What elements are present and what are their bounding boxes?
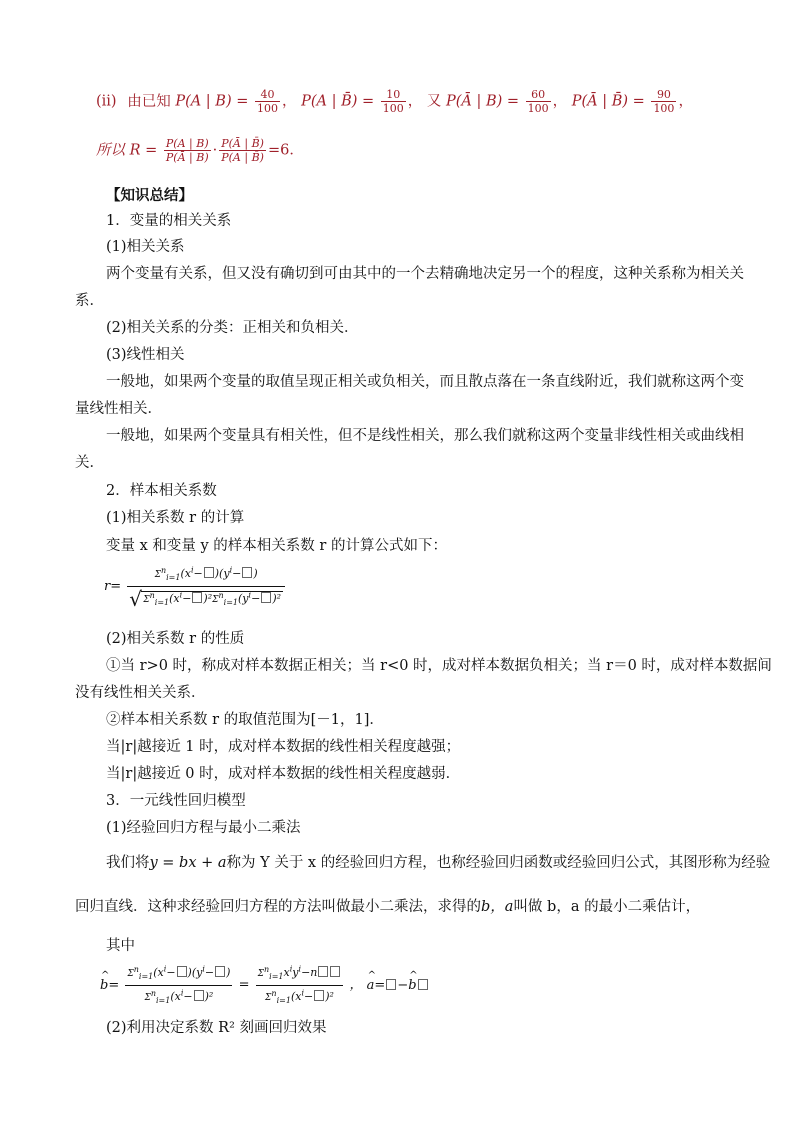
s1-p3a: 一般地，如果两个变量的取值呈现正相关或负相关，而且散点落在一条直线附近，我们就称这两个变: [106, 374, 744, 390]
conclusion-prefix: 所以 R =: [96, 142, 158, 159]
b-fraction-2: $\frac{\Sigma^n_{i=1}x^iy^i-n}{\Sigma^n_{i=1}(x^i- )^2}$: [256, 966, 344, 1005]
s2-p3: ②样本相关系数 r 的取值范围为[－1，1]．: [106, 712, 384, 728]
estimates-b-a: b，a: [481, 899, 514, 915]
prob-not-a-given-b: P(Ā | B) =: [445, 93, 520, 110]
least-squares-formula: ^ b= $\frac{\Sigma^n_{i=1}(x^i- )(y^i- )}{\Sigma^n_{i=1}(x^i- )^2}$ = $\frac{\Sigma^n_{i=1}x^iy^i-n}{\Sigma^n_{i=1}(x^i- )^2}$ ， ^ a= −^ b: [100, 966, 429, 1005]
frac-10-100: $\frac{10}{100}$: [382, 88, 404, 115]
ratio-fraction-2: $\frac{P(Ā | B̄)}{P(A | B̄)}$: [221, 137, 264, 164]
part-ii-label: (ii): [96, 93, 117, 110]
summary-heading: 【知识总结】: [106, 187, 193, 204]
s1-p4b: 关．: [75, 455, 104, 471]
s2-sub1: (1)相关系数 r 的计算: [106, 510, 245, 526]
s1-p3b: 量线性相关．: [75, 401, 162, 417]
s1-p4a: 一般地，如果两个变量具有相关性，但不是线性相关，那么我们就称这两个变量非线性相关或曲线相: [106, 428, 744, 444]
s3-sub2: (2)利用决定系数 R² 刻画回归效果: [106, 1020, 327, 1036]
a-hat-equals: ^ a=: [367, 976, 386, 996]
s3-p2: 回归直线．这种求经验回归方程的方法叫做最小二乘法，求得的b，a叫做 b，a 的最小二乘估计，: [75, 899, 701, 915]
prob-not-a-given-not-b: P(Ā | B̄) =: [571, 93, 645, 110]
b-hat-equals: ^ b=: [100, 976, 119, 996]
correlation-formula: [104, 565, 287, 611]
conclusion-result: =6．: [267, 142, 304, 159]
b-fraction-1: $\frac{\Sigma^n_{i=1}(x^i- )(y^i- )}{\Sigma^n_{i=1}(x^i- )^2}$: [127, 964, 231, 1005]
s2-p2b: 没有线性相关关系．: [75, 685, 206, 701]
part-ii-line: (ii) 由已知 P(A | B) = $\frac{40}{100}$ ， P(A | B̄) = $\frac{10}{100}$ ， 又 P(Ā | B) = $\frac{60}{100}$ ， P(Ā | B̄) = $\frac{90}{100}$ ，: [96, 88, 693, 115]
s3-p1: 我们将y = bx + a称为 Y 关于 x 的经验回归方程，也称经验回归函数或经验回归公式，其图形称为经验: [106, 855, 771, 871]
frac-90-100: $\frac{90}{100}$: [653, 88, 675, 115]
s3-where: 其中: [106, 938, 135, 954]
prob-a-given-b: P(A | B) =: [175, 93, 249, 110]
s1-sub2: (2)相关关系的分类：正相关和负相关．: [106, 320, 359, 336]
also-text: 又: [426, 93, 442, 110]
s1-p1a: 两个变量有关系，但又没有确切到可由其中的一个去精确地决定另一个的程度，这种关系称为相关关: [106, 266, 744, 282]
frac-40-100: $\frac{40}{100}$: [256, 88, 278, 115]
s2-p2a: ①当 r>0 时，称成对样本数据正相关；当 r<0 时，成对样本数据负相关；当 r＝0 时，成对样本数据间: [106, 658, 772, 674]
s1-sub3: (3)线性相关: [106, 347, 185, 363]
prob-a-given-not-b: P(A | B̄) =: [301, 93, 375, 110]
r-fraction: $\Sigma^n_{i=1}(x^i- )(y^i-$ ) √ $\Sigma^n_{i=1}(x^i- )^2\Sigma^n_{i=1}(y^i- )^2$: [127, 567, 285, 607]
section-3-title: 3．一元线性回归模型: [106, 793, 246, 809]
r-equals: r=: [104, 579, 122, 594]
s2-p1: 变量 x 和变量 y 的样本相关系数 r 的计算公式如下：: [106, 538, 447, 554]
conclusion-line: 所以 R = $\frac{P(A | B)}{P(Ā | B)}$ · $\frac{P(Ā | B̄)}{P(A | B̄)}$ =6．: [96, 137, 304, 164]
section-1-title: 1．变量的相关关系: [106, 213, 232, 229]
s3-sub1: (1)经验回归方程与最小二乘法: [106, 820, 301, 836]
s2-p5: 当|r|越接近 0 时，成对样本数据的线性相关程度越弱．: [106, 766, 461, 782]
section-2-title: 2．样本相关系数: [106, 483, 217, 499]
given-text: 由已知: [127, 93, 171, 110]
s2-sub2: (2)相关系数 r 的性质: [106, 631, 245, 647]
s1-p1b: 系．: [75, 293, 104, 309]
frac-60-100: $\frac{60}{100}$: [527, 88, 549, 115]
ratio-fraction-1: $\frac{P(A | B)}{P(Ā | B)}$: [165, 137, 209, 164]
regression-equation: y = bx + a: [149, 855, 227, 871]
s2-p4: 当|r|越接近 1 时，成对样本数据的线性相关程度越强；: [106, 739, 461, 755]
s1-sub1: (1)相关关系: [106, 239, 185, 255]
